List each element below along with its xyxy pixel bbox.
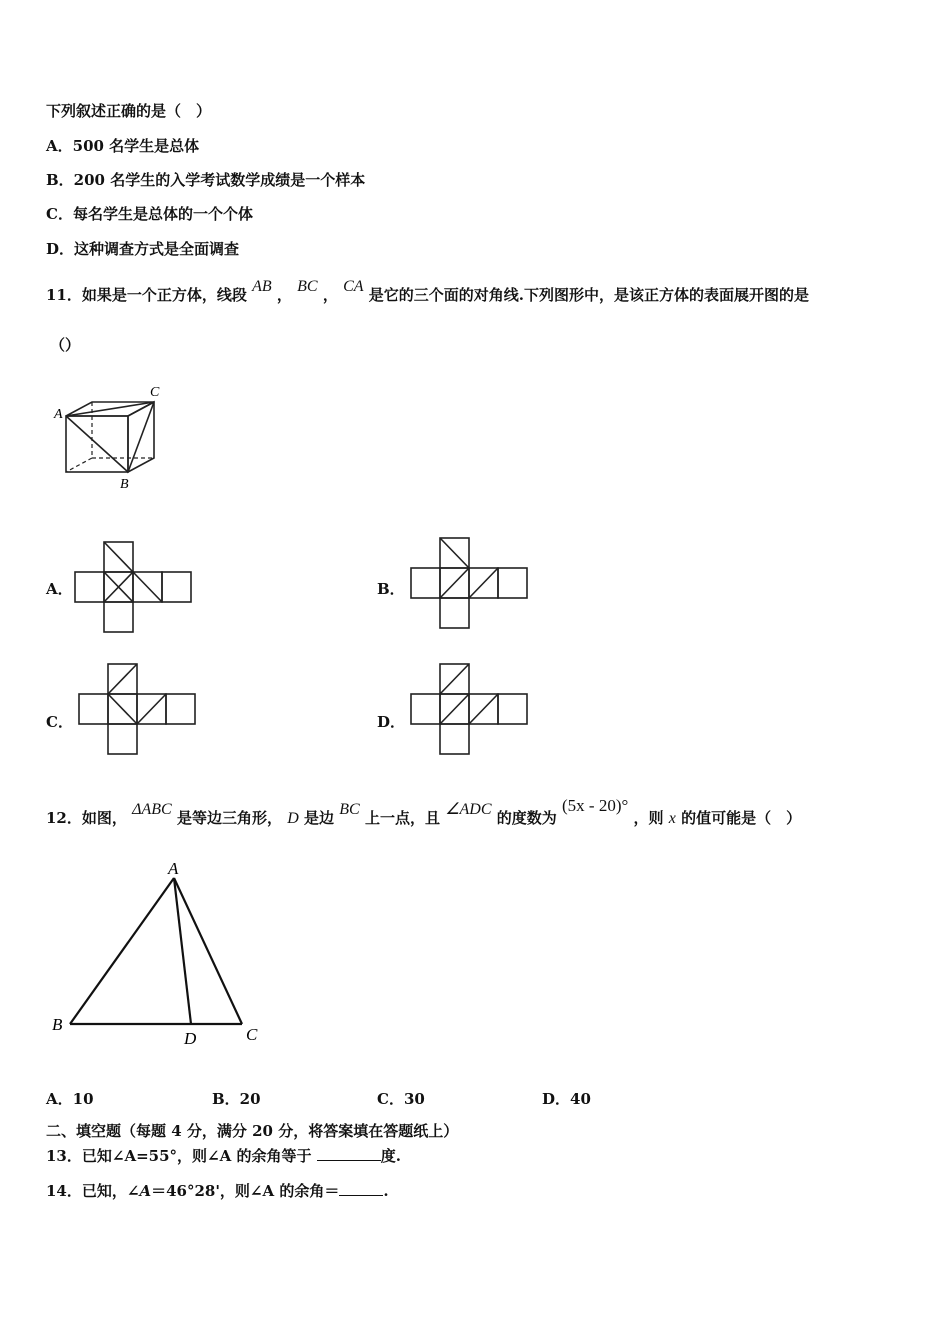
cube-figure	[44, 380, 174, 500]
q11-prefix: 11．如果是一个正方体，线段	[46, 286, 247, 304]
net-b-figure	[410, 536, 530, 631]
section-heading: 二、填空题（每题 4 分，满分 20 分，将答案填在答题纸上）	[46, 1122, 459, 1140]
q11-paren: （）	[50, 336, 81, 354]
q11-option-b-label: B．	[377, 580, 405, 598]
q13-answer-blank	[317, 1146, 381, 1161]
q10-option-c: C．每名学生是总体的一个个体	[46, 205, 253, 223]
net-a-figure	[74, 540, 194, 635]
net-c-figure	[78, 662, 198, 757]
q12-prefix: 12．如图，	[46, 809, 127, 827]
q11-suffix: 是它的三个面的对角线.下列图形中，是该正方体的表面展开图的是	[368, 286, 810, 304]
triangle-label-c: C	[246, 1025, 258, 1044]
q14-angle: ∠A	[126, 1182, 152, 1200]
q12-choice-c: C．30	[377, 1090, 425, 1108]
q12-variable-x: x	[668, 810, 676, 827]
q10-stem: 下列叙述正确的是（ ）	[46, 102, 212, 120]
q11-sep1: ，	[276, 286, 292, 304]
q13-text: 13．已知∠A=55°，则∠A 的余角等于	[46, 1147, 312, 1165]
q11-option-c-label: C．	[46, 713, 73, 731]
q12-text2: 是边	[304, 809, 335, 827]
cube-label-a: A	[54, 407, 63, 422]
q12-choice-a: A．10	[46, 1090, 94, 1108]
q12-stem	[46, 796, 802, 829]
q12-text5: ，则	[633, 809, 664, 827]
q13	[46, 1146, 401, 1166]
q14-answer-blank	[339, 1181, 383, 1196]
q10-option-a: A．500 名学生是总体	[46, 137, 200, 155]
q12-angle-adc: ∠ADC	[445, 801, 492, 818]
q14-prefix: 14．已知，	[46, 1182, 127, 1200]
q11-stem	[46, 278, 810, 306]
q11-segment-ab: AB	[252, 278, 272, 295]
q14-value: ＝46°28'，则∠A 的余角＝	[151, 1182, 340, 1200]
q14	[46, 1181, 389, 1201]
triangle-figure	[44, 856, 274, 1056]
q11-option-a-label: A．	[46, 580, 73, 598]
triangle-label-b: B	[52, 1015, 63, 1034]
q12-side-bc: BC	[339, 801, 360, 818]
triangle-label-d: D	[184, 1029, 197, 1048]
q12-text3: 上一点，且	[364, 809, 440, 827]
q12-triangle: ΔABC	[132, 801, 172, 818]
q12-text6: 的值可能是（ ）	[681, 809, 802, 827]
q12-text1: 是等边三角形，	[176, 809, 282, 827]
q11-sep2: ，	[322, 286, 338, 304]
triangle-side-ac	[174, 878, 242, 1024]
q11-option-d-label: D．	[377, 713, 406, 731]
cube-diagonal-ab	[66, 416, 128, 472]
q12-choice-d: D．40	[542, 1090, 591, 1108]
q11-segment-bc: BC	[297, 278, 318, 295]
q10-option-d: D．这种调查方式是全面调查	[46, 240, 240, 258]
cube-label-b: B	[120, 477, 129, 492]
q13-unit: 度.	[380, 1147, 401, 1165]
q12-point-d: D	[287, 810, 299, 827]
cube-diagonal-bc	[128, 402, 154, 472]
triangle-segment-ad	[174, 878, 191, 1024]
q12-expression: (5x - 20)°	[562, 796, 629, 815]
q10-option-b: B．200 名学生的入学考试数学成绩是一个样本	[46, 171, 366, 189]
q12-choice-b: B．20	[212, 1090, 261, 1108]
cube-hidden-edge-3	[66, 458, 92, 472]
q11-segment-ca: CA	[343, 278, 364, 295]
triangle-side-ab	[70, 878, 174, 1024]
triangle-label-a: A	[168, 859, 179, 878]
q12-text4: 的度数为	[496, 809, 557, 827]
net-d-figure	[410, 662, 530, 757]
cube-label-c: C	[150, 385, 160, 400]
q14-end: .	[383, 1182, 389, 1200]
